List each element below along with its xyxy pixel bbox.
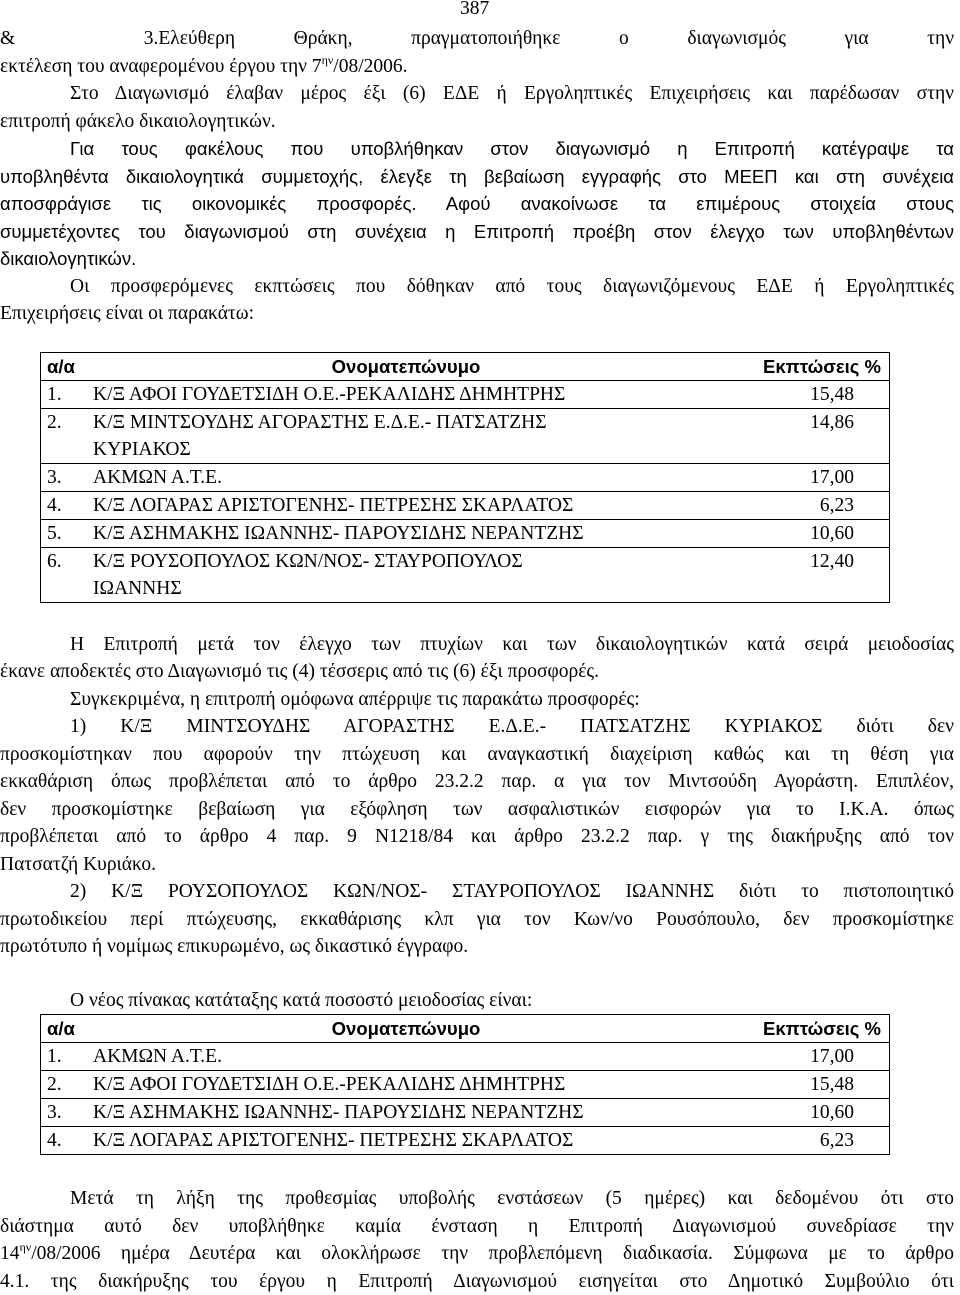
paragraph-line: προσκομίστηκαν που αφορούν την πτώχευση και αναγκαστική διαχείριση καθώς και τη θέση για (0, 741, 954, 769)
discount-value: 14,86 (725, 408, 890, 463)
table-row (41, 1071, 890, 1099)
column-header: Ονοματεπώνυμο (87, 352, 725, 380)
discount-value: 15,48 (725, 1071, 890, 1099)
table-row (41, 1043, 890, 1071)
table-header-row (41, 1015, 890, 1043)
intro-line-4: επιτροπή φάκελο δικαιολογητικών. (0, 108, 954, 136)
company-name (87, 547, 725, 602)
discount-value: 6,23 (725, 1127, 890, 1155)
table-row (41, 380, 890, 408)
row-number: 4. (41, 491, 88, 519)
new-table-intro: Ο νέος πίνακας κατάταξης κατά ποσοστό μειοδοσίας είναι: (0, 987, 954, 1015)
intro-line-2 (0, 53, 954, 81)
row-number: 4. (41, 1127, 88, 1155)
paragraph-line: έκανε αποδεκτές στο Διαγωνισμό τις (4) τέσσερις από τις (6) έξι προσφορές. (0, 658, 954, 686)
company-name: Κ/Ξ ΑΣΗΜΑΚΗΣ ΙΩΑΝΝΗΣ- ΠΑΡΟΥΣΙΔΗΣ ΝΕΡΑΝΤΖΗΣ (87, 1099, 725, 1127)
column-header: Εκπτώσεις % (725, 352, 890, 380)
paragraph-line: διάστημα αυτό δεν υποβλήθηκε καμία ένσταση η Επιτροπή Διαγωνισμού συνεδρίασε την (0, 1213, 954, 1241)
discount-value: 17,00 (725, 1043, 890, 1071)
discount-value: 15,48 (725, 380, 890, 408)
text-fragment: Θράκη, (294, 28, 353, 49)
column-header: Ονοματεπώνυμο (87, 1015, 725, 1043)
name-line: ΙΩΑΝΝΗΣ (93, 578, 182, 599)
company-name: ΑΚΜΩΝ Α.Τ.Ε. (87, 463, 725, 491)
rejected-item-2 (0, 878, 954, 961)
rejected-intro: Συγκεκριμένα, η επιτροπή ομόφωνα απέρριψε τις παρακάτω προσφορές: (0, 686, 954, 714)
paragraph-line: Για τους φακέλους που υποβλήθηκαν στον διαγωνισμό η Επιτροπή κατέγραψε τα (0, 135, 954, 163)
page-number: 387 (460, 0, 489, 20)
text-fragment: την (927, 28, 954, 49)
paragraph-line: 2) Κ/Ξ ΡΟΥΣΟΠΟΥΛΟΣ ΚΩΝ/ΝΟΣ- ΣΤΑΥΡΟΠΟΥΛΟΣ ΙΩΑΝΝΗΣ διότι το πιστοποιητικό (0, 878, 954, 906)
table-row (41, 1127, 890, 1155)
company-name: Κ/Ξ ΑΦΟΙ ΓΟΥΔΕΤΣΙΔΗ Ο.Ε.-ΡΕΚΑΛΙΔΗΣ ΔΗΜΗΤΡΗΣ (87, 1071, 725, 1099)
row-number: 2. (41, 408, 88, 463)
paragraph-line: Πατσατζή Κυριάκο. (0, 851, 954, 879)
name-line: Κ/Ξ ΜΙΝΤΣΟΥΔΗΣ ΑΓΟΡΑΣΤΗΣ Ε.Δ.Ε.- ΠΑΤΣΑΤΖΗΣ (93, 412, 547, 433)
table-header-row (41, 352, 890, 380)
procedure-paragraph (0, 135, 954, 273)
paragraph-line: Η Επιτροπή μετά τον έλεγχο των πτυχίων και των δικαιολογητικών κατά σειρά μειοδοσίας (0, 631, 954, 659)
committee-paragraph (0, 631, 954, 686)
intro-line-3: Στο Διαγωνισμό έλαβαν μέρος έξι (6) ΕΔΕ ή Εργοληπτικές Επιχειρήσεις και παρέδωσαν στην (0, 80, 954, 108)
text-fragment: πραγματοποιήθηκε (411, 28, 560, 49)
paragraph-line: αποσφράγισε τις οικονομικές προσφορές. Αφού ανακοίνωσε τα επιμέρους στοιχεία στους (0, 190, 954, 218)
superscript: ην (20, 1240, 32, 1254)
text-fragment: ο (619, 28, 629, 49)
name-line: ΚΥΡΙΑΚΟΣ (93, 439, 191, 460)
paragraph-line (0, 1240, 954, 1268)
superscript: ην (322, 53, 334, 67)
text-fragment: 3.Ελεύθερη (74, 28, 235, 49)
intro-line-1 (0, 25, 954, 53)
table-row (41, 519, 890, 547)
paragraph-line: 4.1. της διακήρυξης του έργου η Επιτροπή Διαγωνισμού εισηγείται στο Δημοτικό Συμβούλιο ότι (0, 1268, 954, 1295)
row-number: 6. (41, 547, 88, 602)
text-fragment: /08/2006 ημέρα Δευτέρα και ολοκλήρωσε την προβλεπόμενη διαδικασία. Σύμφωνα με το άρθρο (31, 1243, 954, 1264)
row-number: 5. (41, 519, 88, 547)
text-fragment: 14 (0, 1243, 20, 1264)
discount-value: 12,40 (725, 547, 890, 602)
row-number: 3. (41, 1099, 88, 1127)
text-fragment: για (845, 28, 869, 49)
row-number: 3. (41, 463, 88, 491)
paragraph-line: δικαιολογητικών. (0, 245, 954, 273)
table-row (41, 463, 890, 491)
paragraph-line: Μετά τη λήξη της προθεσμίας υποβολής ενστάσεων (5 ημέρες) και δεδομένου ότι στο (0, 1185, 954, 1213)
row-number: 2. (41, 1071, 88, 1099)
table-row (41, 408, 890, 463)
paragraph-line: πρωτοδικείου περί πτώχευσης, εκκαθάρισης κλπ για τον Κων/νο Ρουσόπουλο, δεν προσκομίστηκε (0, 906, 954, 934)
text-fragment: & (0, 28, 15, 49)
table-row (41, 491, 890, 519)
offers-intro-line: Οι προσφερόμενες εκπτώσεις που δόθηκαν από τους διαγωνιζόμενους ΕΔΕ ή Εργοληπτικές (0, 273, 954, 301)
paragraph-line: υποβληθέντα δικαιολογητικά συμμετοχής, έλεγξε τη βεβαίωση εγγραφής στο ΜΕΕΠ και στη συνέχεια (0, 163, 954, 191)
rejected-item-1 (0, 713, 954, 878)
company-name: Κ/Ξ ΛΟΓΑΡΑΣ ΑΡΙΣΤΟΓΕΝΗΣ- ΠΕΤΡΕΣΗΣ ΣΚΑΡΛΑΤΟΣ (87, 491, 725, 519)
column-header: α/α (41, 1015, 88, 1043)
company-name: Κ/Ξ ΑΦΟΙ ΓΟΥΔΕΤΣΙΔΗ Ο.Ε.-ΡΕΚΑΛΙΔΗΣ ΔΗΜΗΤΡΗΣ (87, 380, 725, 408)
offers-table (40, 352, 890, 603)
paragraph-line: εκκαθάριση όπως προβλέπεται από το άρθρο 23.2.2 παρ. α για τον Μιντσούδη Αγοράστη. Επιπλέον, (0, 768, 954, 796)
text-fragment: εκτέλεση του αναφερομένου έργου την 7 (0, 56, 322, 77)
company-name (87, 408, 725, 463)
column-header: α/α (41, 352, 88, 380)
document-body (0, 25, 954, 1295)
name-line: Κ/Ξ ΡΟΥΣΟΠΟΥΛΟΣ ΚΩΝ/ΝΟΣ- ΣΤΑΥΡΟΠΟΥΛΟΣ (93, 551, 523, 572)
discount-value: 6,23 (725, 491, 890, 519)
discount-value: 10,60 (725, 1099, 890, 1127)
column-header: Εκπτώσεις % (725, 1015, 890, 1043)
row-number: 1. (41, 380, 88, 408)
table-row (41, 1099, 890, 1127)
company-name: Κ/Ξ ΑΣΗΜΑΚΗΣ ΙΩΑΝΝΗΣ- ΠΑΡΟΥΣΙΔΗΣ ΝΕΡΑΝΤΖΗΣ (87, 519, 725, 547)
discount-value: 10,60 (725, 519, 890, 547)
ranking-table (40, 1014, 890, 1155)
paragraph-line: πρωτότυπο ή νομίμως επικυρωμένο, ως δικαστικό έγγραφο. (0, 933, 954, 961)
discount-value: 17,00 (725, 463, 890, 491)
text-fragment: διαγωνισμός (687, 28, 786, 49)
paragraph-line: συμμετέχοντες του διαγωνισμού στη συνέχεια η Επιτροπή προέβη στον έλεγχο των υποβληθέντων (0, 218, 954, 246)
company-name: Κ/Ξ ΛΟΓΑΡΑΣ ΑΡΙΣΤΟΓΕΝΗΣ- ΠΕΤΡΕΣΗΣ ΣΚΑΡΛΑΤΟΣ (87, 1127, 725, 1155)
company-name: ΑΚΜΩΝ Α.Τ.Ε. (87, 1043, 725, 1071)
paragraph-line: προβλέπεται από το άρθρο 4 παρ. 9 Ν1218/84 και άρθρο 23.2.2 παρ. γ της διακήρυξης από τον (0, 823, 954, 851)
offers-intro-line: Επιχειρήσεις είναι οι παρακάτω: (0, 300, 954, 328)
row-number: 1. (41, 1043, 88, 1071)
text-fragment: /08/2006. (333, 56, 407, 77)
paragraph-line: 1) Κ/Ξ ΜΙΝΤΣΟΥΔΗΣ ΑΓΟΡΑΣΤΗΣ Ε.Δ.Ε.- ΠΑΤΣΑΤΖΗΣ ΚΥΡΙΑΚΟΣ διότι δεν (0, 713, 954, 741)
final-paragraph (0, 1185, 954, 1295)
paragraph-line: δεν προσκομίστηκε βεβαίωση για εξόφληση των ασφαλιστικών εισφορών για το Ι.Κ.Α. όπως (0, 796, 954, 824)
table-row (41, 547, 890, 602)
